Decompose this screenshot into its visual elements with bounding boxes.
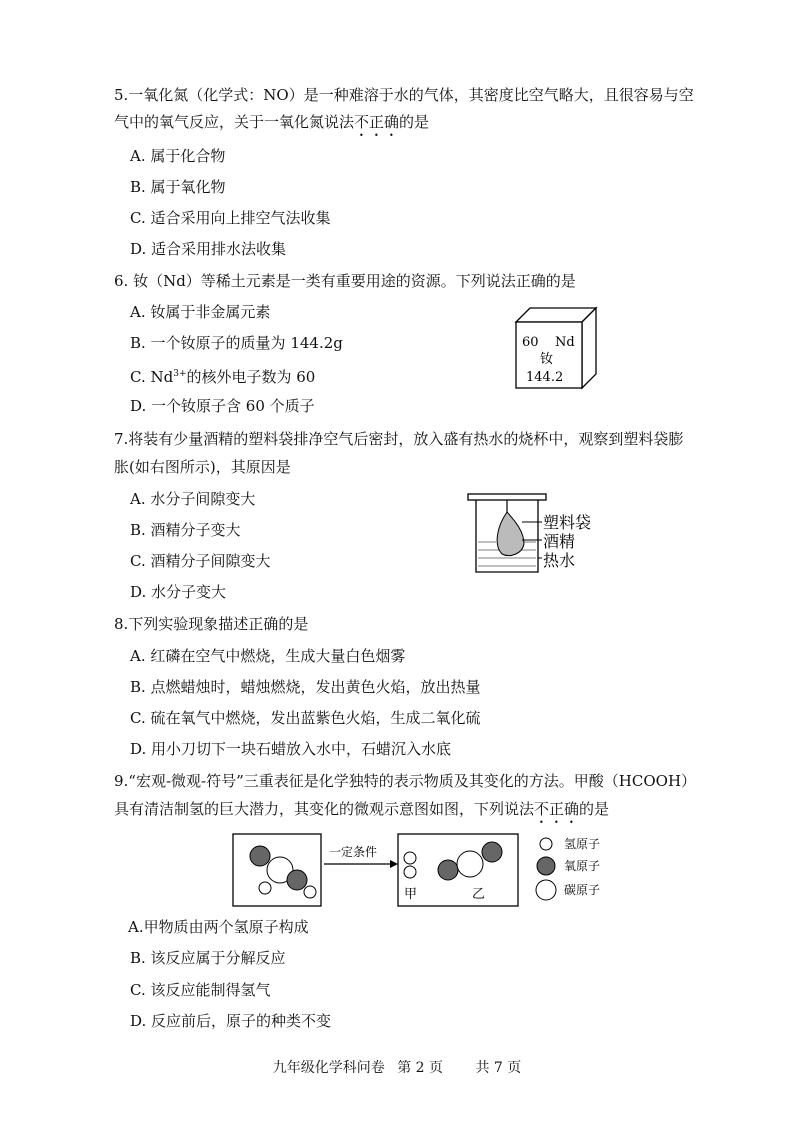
q6-option-d: D. 一个钕原子含 60 个质子 <box>130 397 315 415</box>
label-alcohol: 酒精 <box>543 532 576 551</box>
q7-option-b: B. 酒精分子变大 <box>130 521 241 539</box>
hydrogen-atom <box>259 882 271 894</box>
q5-option-d: D. 适合采用排水法收集 <box>130 240 287 258</box>
reaction-diagram <box>232 832 612 912</box>
q9-option-c: C. 该反应能制得氢气 <box>130 981 271 999</box>
element-name: 钕 <box>540 352 554 367</box>
q6-option-a: A. 钕属于非金属元素 <box>130 303 271 321</box>
element-symbol: Nd <box>555 335 575 350</box>
legend-hydrogen: 氢原子 <box>564 837 601 851</box>
q9-option-b: B. 该反应属于分解反应 <box>130 949 286 967</box>
legend-oxygen: 氧原子 <box>564 859 601 873</box>
oxygen-atom <box>438 860 458 880</box>
oxygen-atom <box>482 842 502 862</box>
label-jia: 甲 <box>404 887 418 902</box>
beaker-diagram <box>466 492 612 582</box>
oxygen-atom <box>250 846 270 866</box>
q6-stem: 6. 钕（Nd）等稀土元素是一类有重要用途的资源。下列说法正确的是 <box>114 272 576 290</box>
q8-option-b: B. 点燃蜡烛时，蜡烛燃烧，发出黄色火焰，放出热量 <box>130 678 481 696</box>
q8-option-c: C. 硫在氧气中燃烧，发出蓝紫色火焰，生成二氧化硫 <box>130 709 481 727</box>
label-yi: 乙 <box>472 887 486 902</box>
q8-option-a: A. 红磷在空气中燃烧，生成大量白色烟雾 <box>130 647 406 665</box>
legend-carbon: 碳原子 <box>564 883 601 897</box>
q5-stem-line2 <box>114 112 429 140</box>
q6-option-c <box>130 364 315 387</box>
arrow-head-icon <box>390 860 398 868</box>
hydrogen-atom <box>404 866 416 878</box>
q5-option-c: C. 适合采用向上排空气法收集 <box>130 209 331 227</box>
q9-stem-line1: 9.“宏观-微观-符号”三重表征是化学独特的表示物质及其变化的方法。甲酸（HCOOH） <box>114 772 697 790</box>
q9-stem-line2 <box>114 799 609 827</box>
legend-oxygen-icon <box>537 857 555 875</box>
q9-stem-post: 的是 <box>579 800 610 818</box>
q6-option-c-pre: C. Nd <box>130 368 174 386</box>
q9-option-d: D. 反应前后，原子的种类不变 <box>130 1012 332 1030</box>
q7-option-c: C. 酒精分子间隙变大 <box>130 552 271 570</box>
q5-stem-post: 的是 <box>399 113 430 131</box>
q9-option-a: A.甲物质由两个氢原子构成 <box>128 918 309 936</box>
q5-stem-line1: 5.一氧化氮（化学式：NO）是一种难溶于水的气体，其密度比空气略大，且很容易与空 <box>114 86 694 104</box>
footer-subject: 九年级化学科问卷 <box>272 1060 385 1076</box>
hydrogen-atom <box>304 886 316 898</box>
q7-option-d: D. 水分子变大 <box>130 583 227 601</box>
hydrogen-atom <box>404 852 416 864</box>
oxygen-atom <box>287 870 307 890</box>
page-footer <box>0 1057 794 1077</box>
condition-label: 一定条件 <box>329 845 378 859</box>
element-number: 60 <box>522 335 539 350</box>
carbon-atom <box>457 851 483 877</box>
beaker-lid <box>468 494 546 500</box>
q7-stem-line1: 7.将装有少量酒精的塑料袋排净空气后密封，放入盛有热水的烧杯中，观察到塑料袋膨 <box>114 430 684 448</box>
q8-option-d: D. 用小刀切下一块石蜡放入水中，石蜡沉入水底 <box>130 740 452 758</box>
label-water: 热水 <box>543 551 576 570</box>
legend-carbon-icon <box>536 880 556 900</box>
q9-emphasis: 不正确 <box>534 800 580 818</box>
footer-page: 第 2 页 <box>397 1060 443 1076</box>
label-bag: 塑料袋 <box>543 513 592 532</box>
plastic-bag <box>497 512 524 556</box>
q8-stem: 8.下列实验现象描述正确的是 <box>114 615 309 633</box>
q7-option-a: A. 水分子间隙变大 <box>130 490 256 508</box>
q9-stem-pre: 具有清洁制氢的巨大潜力，其变化的微观示意图如图，下列说法 <box>114 800 535 818</box>
q5-option-a: A. 属于化合物 <box>130 147 226 165</box>
element-mass: 144.2 <box>526 370 564 385</box>
footer-total: 共 7 页 <box>475 1060 522 1076</box>
q6-option-b: B. 一个钕原子的质量为 144.2g <box>130 334 343 352</box>
q5-stem-pre: 气中的氧气反应，关于一氧化氮说法 <box>114 113 355 131</box>
q5-option-b: B. 属于氧化物 <box>130 178 226 196</box>
q7-stem-line2: 胀(如右图所示)，其原因是 <box>114 458 291 476</box>
element-card-nd <box>512 306 600 390</box>
legend-hydrogen-icon <box>540 838 552 850</box>
q6-option-c-sup: 3+ <box>173 369 187 379</box>
q5-emphasis: 不正确 <box>354 113 400 131</box>
q6-option-c-post: 的核外电子数为 60 <box>186 368 316 386</box>
